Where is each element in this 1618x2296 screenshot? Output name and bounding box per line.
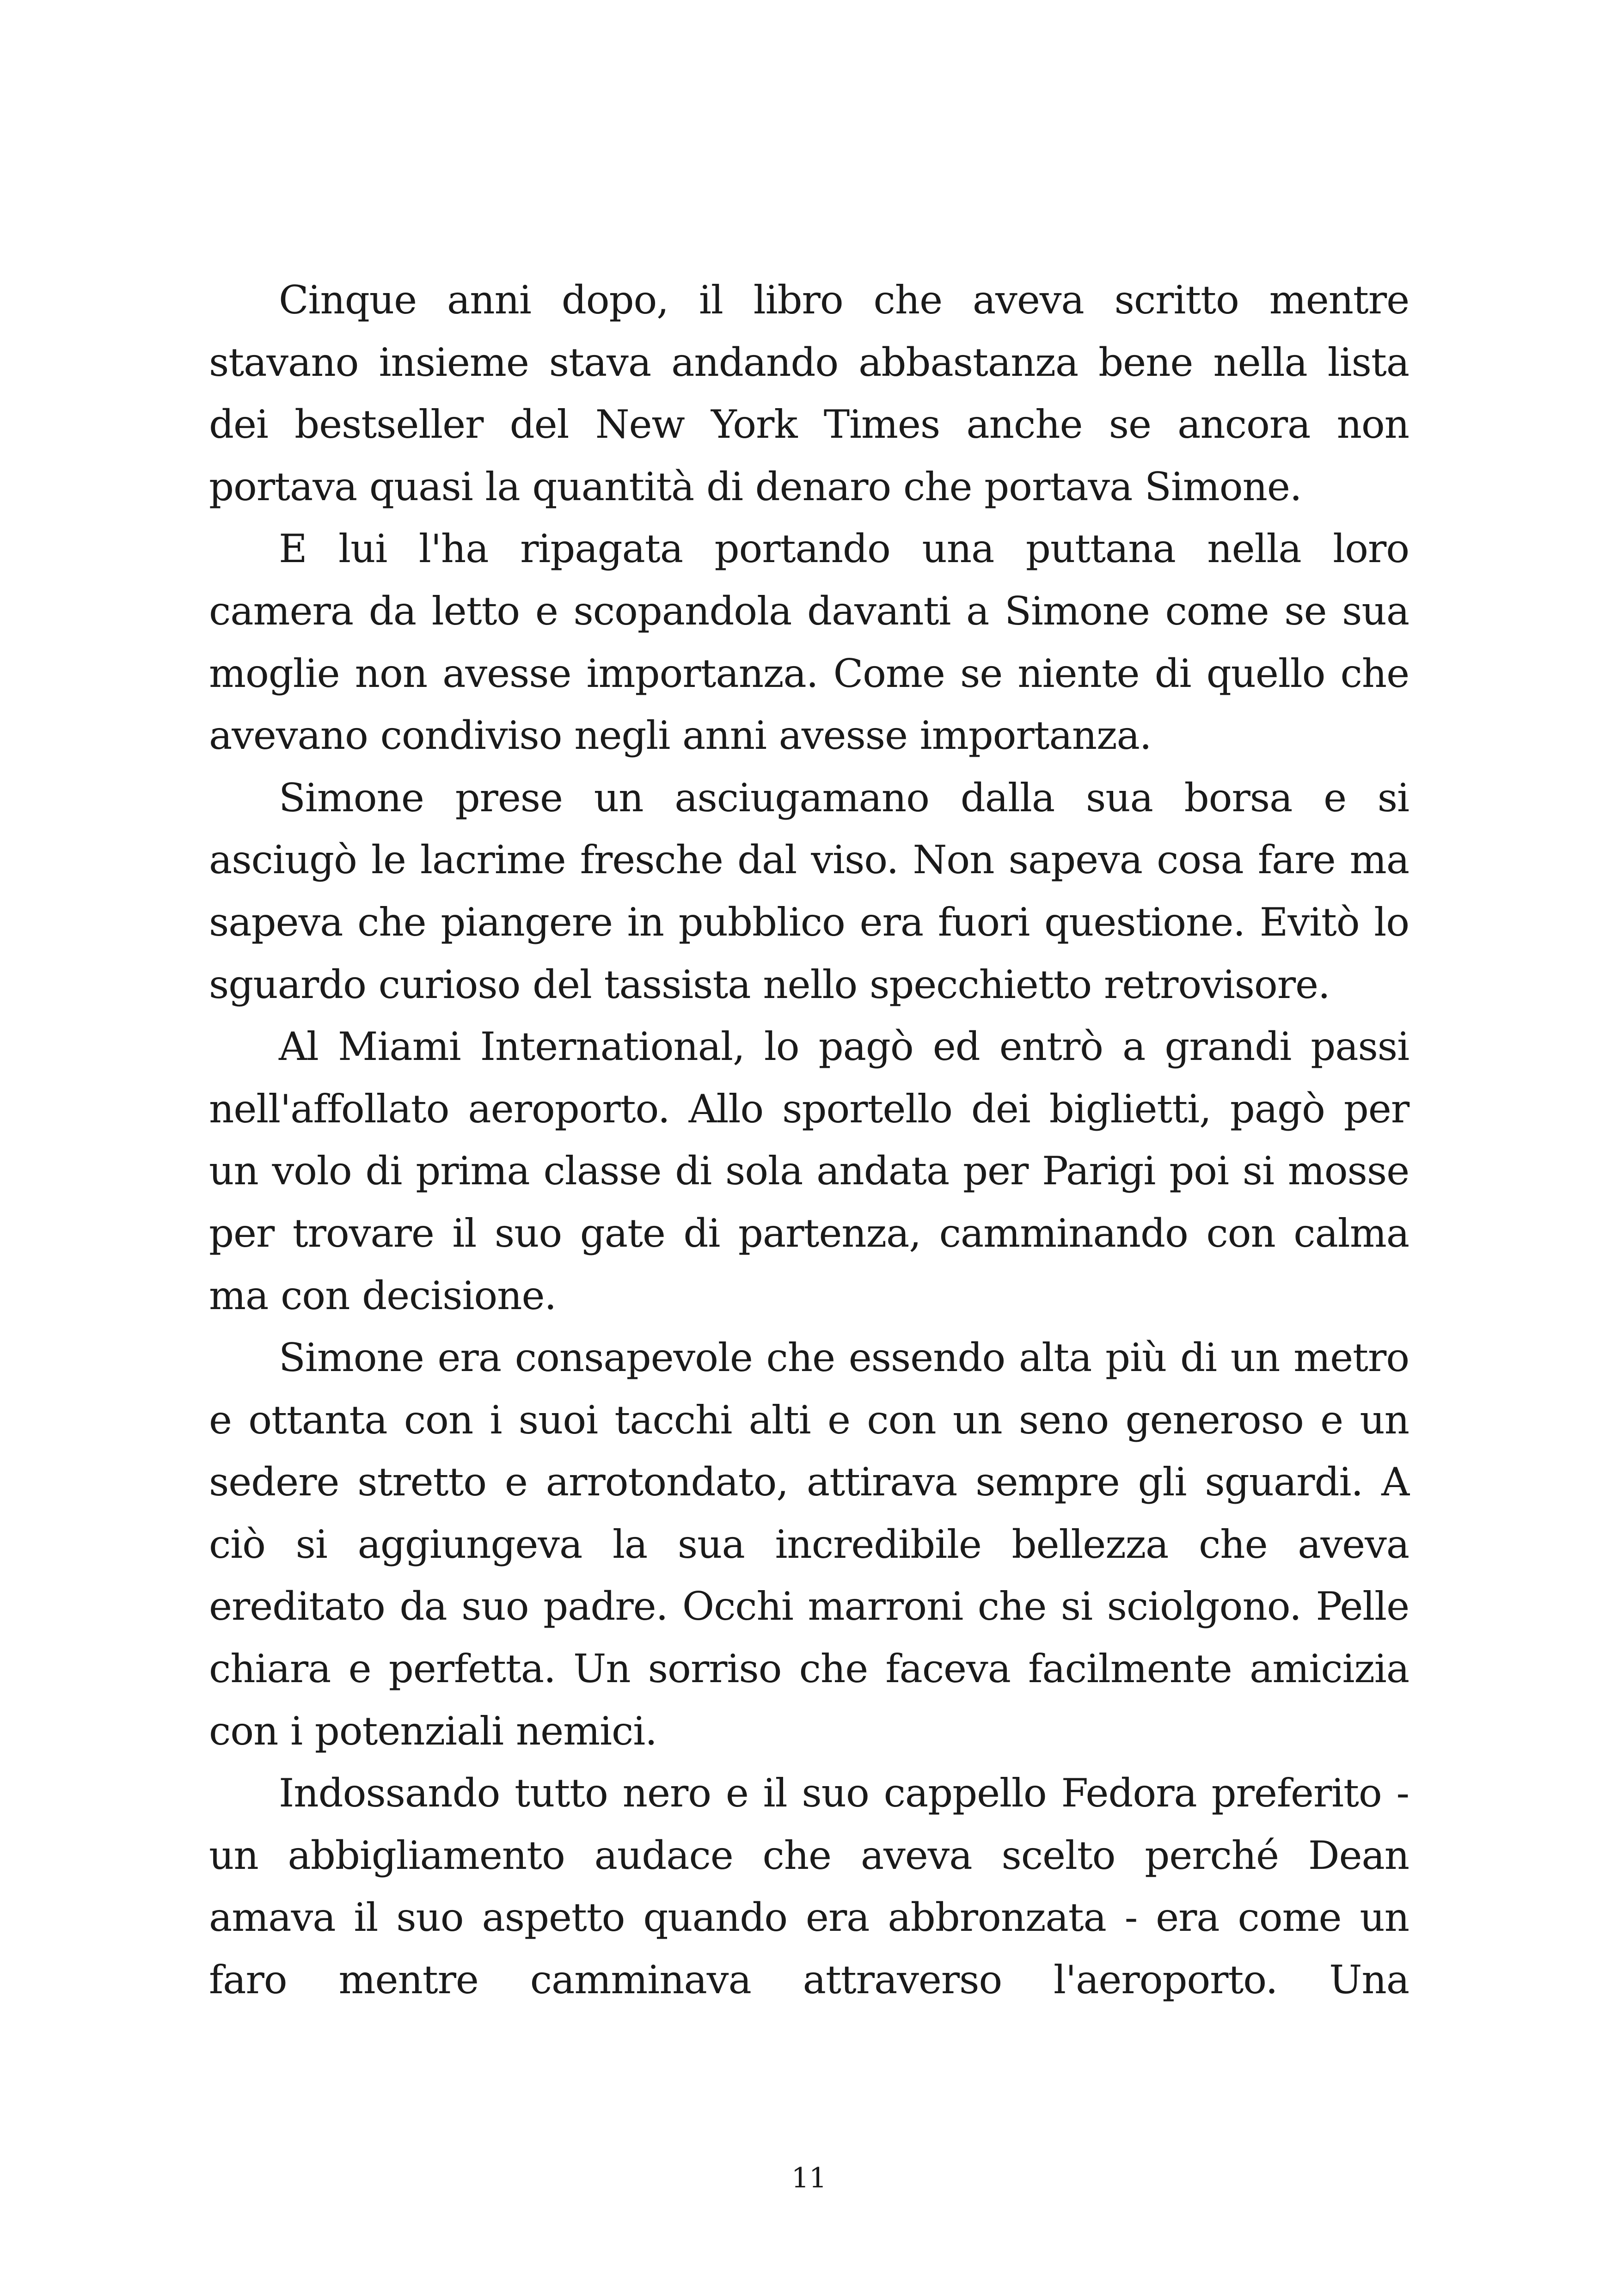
page-number: 11 — [791, 2162, 827, 2194]
paragraph-1: Cinque anni dopo, il libro che aveva scritto mentre stavano insieme stava andando abbastanza bene nella lista dei bestseller del New York Times anche se ancora non portava quasi la quantità di denaro che portava Simone. — [209, 277, 1409, 509]
paragraph-3: Simone prese un asciugamano dalla sua borsa e si asciugò le lacrime fresche dal viso. Non sapeva cosa fare ma sapeva che piangere in pubblico era fuori questione. Evitò lo sguardo curioso del tassista nello specchietto retrovisore. — [209, 775, 1409, 1007]
body-text — [209, 269, 1409, 2011]
paragraph-5: Simone era consapevole che essendo alta più di un metro e ottanta con i suoi tacchi alti e con un seno generoso e un sedere stretto e arrotondato, attirava sempre gli sguardi. A ciò si aggiungeva la sua incredibile bellezza che aveva ereditato da suo padre. Occhi marroni che si sciolgono. Pelle chiara e perfetta. Un sorriso che faceva facilmente amicizia con i potenziali nemici. — [209, 1335, 1409, 1754]
paragraph-4: Al Miami International, lo pagò ed entrò a grandi passi nell'affollato aeroporto. Allo sportello dei biglietti, pagò per un volo di prima classe di sola andata per Parigi poi si mosse per trovare il suo gate di partenza, camminando con calma ma con decisione. — [209, 1024, 1409, 1318]
paragraph-6: Indossando tutto nero e il suo cappello Fedora preferito - un abbigliamento audace che aveva scelto perché Dean amava il suo aspetto quando era abbronzata - era come un faro mentre camminava attraverso l'aeroporto. Una — [209, 1770, 1409, 2003]
paragraph-2: E lui l'ha ripagata portando una puttana nella loro camera da letto e scopandola davanti a Simone come se sua moglie non avesse importanza. Come se niente di quello che avevano condiviso negli anni avesse importanza. — [209, 526, 1409, 759]
